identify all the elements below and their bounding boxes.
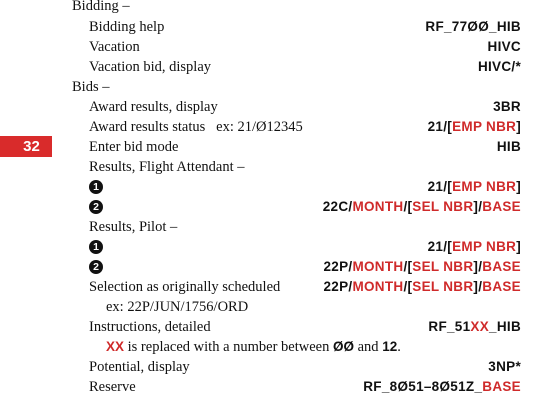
section-heading: Bidding –	[72, 0, 130, 14]
row-label: Selection as originally scheduled	[89, 279, 281, 295]
row-command: 22P/MONTH/[SEL NBR]/BASE	[323, 259, 521, 274]
row-command: 21/[EMP NBR]	[427, 119, 521, 134]
row-command: HIVC	[487, 39, 521, 54]
row-pilot-option-2	[0, 257, 542, 277]
row-pilot-option-1	[0, 237, 542, 257]
page-number-tab: 32	[0, 136, 52, 157]
row-command: RF_77ØØ_HIB	[425, 19, 521, 34]
row-command: 22C/MONTH/[SEL NBR]/BASE	[322, 199, 521, 214]
row-label: Results, Pilot –	[89, 219, 178, 235]
row-label: Reserve	[89, 379, 136, 395]
row-fa-option-2	[0, 197, 542, 217]
row-label: Instructions, detailed	[89, 319, 211, 335]
row-selection-example	[0, 297, 542, 317]
row-fa-option-1	[0, 177, 542, 197]
row-command: 3BR	[493, 99, 521, 114]
section-heading: Bids –	[72, 79, 110, 95]
row-command: 22P/MONTH/[SEL NBR]/BASE	[323, 279, 521, 294]
example-text: ex: 22P/JUN/1756/ORD	[106, 299, 249, 315]
number-one-icon: 1	[89, 180, 103, 194]
row-selection-original	[0, 277, 542, 297]
number-two-icon: 2	[89, 260, 103, 274]
row-label: Potential, display	[89, 359, 190, 375]
row-results-pilot	[0, 217, 542, 237]
row-instructions-note	[0, 337, 542, 357]
row-label: Bidding help	[89, 19, 165, 35]
section-bidding	[0, 0, 542, 16]
section-bids	[0, 77, 542, 97]
row-potential-display	[0, 357, 542, 377]
row-command: RF_8Ø51–8Ø51Z_BASE	[363, 379, 521, 394]
row-enter-bid-mode	[0, 137, 542, 157]
row-results-flight-attendant	[0, 157, 542, 177]
row-label: Award results status ex: 21/Ø12345	[89, 119, 303, 135]
row-label: Vacation bid, display	[89, 59, 212, 75]
row-reserve	[0, 377, 542, 397]
row-vacation	[0, 37, 542, 57]
row-command: 3NP*	[488, 359, 521, 374]
row-label: Enter bid mode	[89, 139, 179, 155]
row-vacation-bid-display	[0, 57, 542, 77]
row-label: Award results, display	[89, 99, 218, 115]
row-bidding-help	[0, 17, 542, 37]
number-one-icon: 1	[89, 240, 103, 254]
row-command: HIB	[496, 139, 521, 154]
number-two-icon: 2	[89, 200, 103, 214]
row-command: 21/[EMP NBR]	[427, 239, 521, 254]
note-text: XX is replaced with a number between ØØ and 12.	[106, 339, 401, 355]
row-award-results-display	[0, 97, 542, 117]
row-command: RF_51XX_HIB	[428, 319, 521, 334]
row-command: HIVC/*	[477, 59, 521, 74]
row-instructions-detailed	[0, 317, 542, 337]
row-label: Results, Flight Attendant –	[89, 159, 245, 175]
row-command: 21/[EMP NBR]	[427, 179, 521, 194]
row-label: Vacation	[89, 39, 140, 55]
row-award-results-status	[0, 117, 542, 137]
